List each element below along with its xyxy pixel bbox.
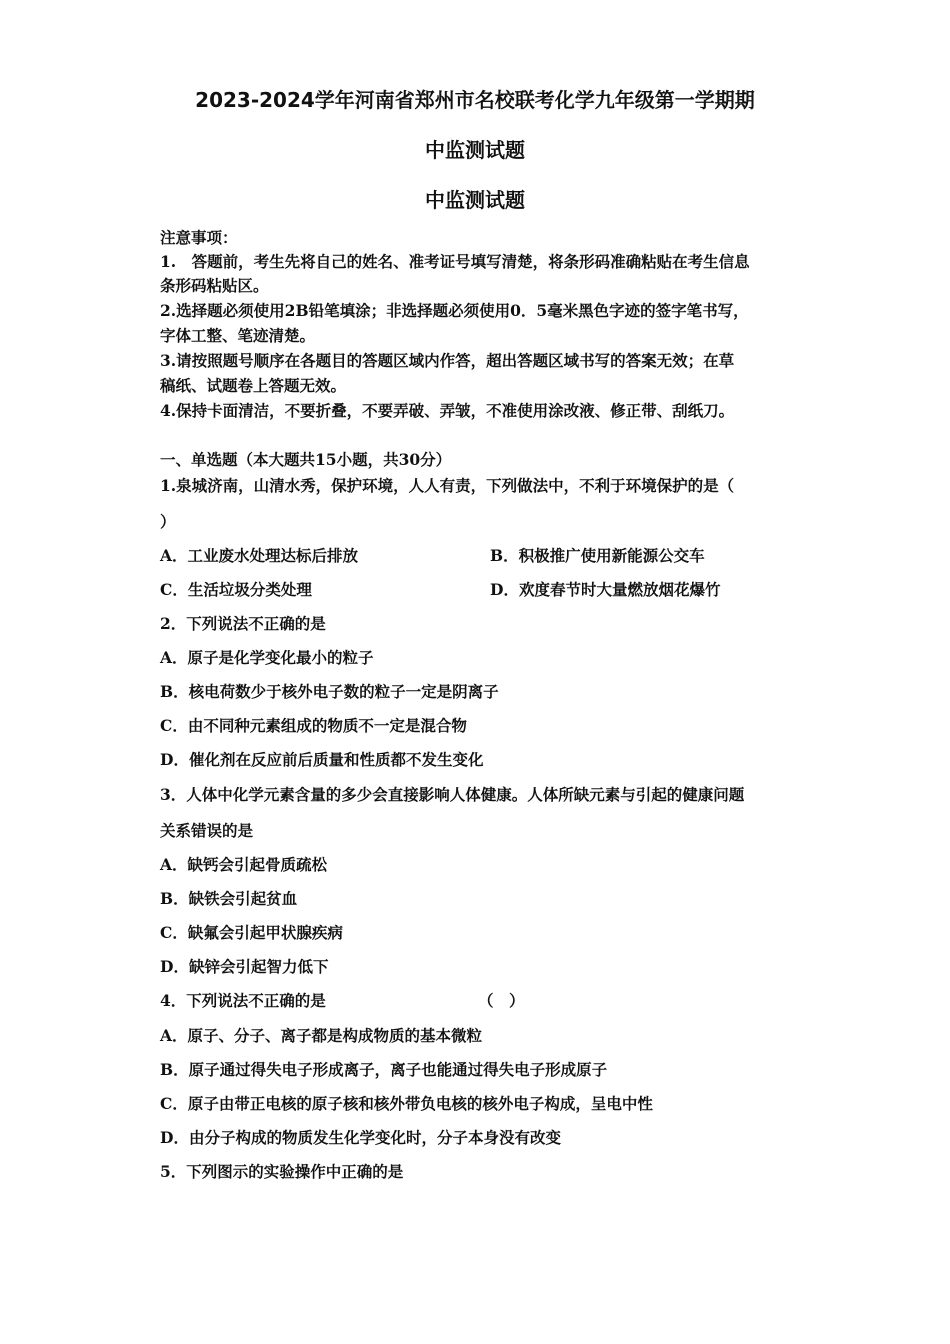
notice-line: 稿纸、试题卷上答题无效。 — [160, 376, 347, 395]
exam-title-line3: 中监测试题 — [425, 188, 525, 212]
question-1-option-b: B．积极推广使用新能源公交车 — [490, 546, 705, 565]
notice-line: 字体工整、笔迹清楚。 — [160, 326, 316, 345]
question-4-option-d: D．由分子构成的物质发生化学变化时，分子本身没有改变 — [160, 1128, 561, 1147]
notice-line: 4.保持卡面清洁，不要折叠，不要弄破、弄皱，不准使用涂改液、修正带、刮纸刀。 — [160, 401, 735, 420]
question-3-stem: 3．人体中化学元素含量的多少会直接影响人体健康。人体所缺元素与引起的健康问题 — [160, 785, 745, 804]
question-1-option-d: D．欢度春节时大量燃放烟花爆竹 — [490, 580, 721, 599]
question-4-option-b: B．原子通过得失电子形成离子，离子也能通过得失电子形成原子 — [160, 1060, 608, 1079]
question-1-stem-end: ） — [160, 512, 176, 531]
question-3-option-b: B．缺铁会引起贫血 — [160, 889, 298, 908]
question-4-option-c: C．原子由带正电核的原子核和核外带负电核的核外电子构成，呈电中性 — [160, 1094, 653, 1113]
question-4-option-a: A．原子、分子、离子都是构成物质的基本微粒 — [160, 1026, 483, 1045]
question-4-answer-paren: （ ） — [478, 991, 525, 1010]
section-heading: 一、单选题（本大题共15小题，共30分） — [160, 450, 452, 469]
notice-line: 条形码粘贴区。 — [160, 276, 269, 295]
question-1-stem: 1.泉城济南，山清水秀，保护环境，人人有责，下列做法中，不利于环境保护的是（ — [160, 476, 735, 495]
question-1-option-c: C．生活垃圾分类处理 — [160, 580, 312, 599]
question-3-stem-end: 关系错误的是 — [160, 821, 254, 840]
question-2-option-c: C．由不同种元素组成的物质不一定是混合物 — [160, 716, 467, 735]
notice-line: 3.请按照题号顺序在各题目的答题区域内作答，超出答题区域书写的答案无效；在草 — [160, 351, 735, 370]
question-5-stem: 5．下列图示的实验操作中正确的是 — [160, 1162, 404, 1181]
notice-line: 1. 答题前，考生先将自己的姓名、准考证号填写清楚，将条形码准确粘贴在考生信息 — [160, 252, 750, 271]
notice-line: 2.选择题必须使用2B铅笔填涂；非选择题必须使用0．5毫米黑色字迹的签字笔书写， — [160, 301, 749, 320]
question-1-option-a: A．工业废水处理达标后排放 — [160, 546, 359, 565]
question-3-option-d: D．缺锌会引起智力低下 — [160, 957, 329, 976]
question-3-option-c: C．缺氟会引起甲状腺疾病 — [160, 923, 343, 942]
question-4-stem: 4．下列说法不正确的是 — [160, 991, 326, 1010]
exam-title-line2: 中监测试题 — [425, 138, 525, 162]
question-2-option-b: B．核电荷数少于核外电子数的粒子一定是阴离子 — [160, 682, 499, 701]
question-2-option-a: A．原子是化学变化最小的粒子 — [160, 648, 374, 667]
question-2-option-d: D．催化剂在反应前后质量和性质都不发生变化 — [160, 750, 484, 769]
exam-title-line1: 2023-2024学年河南省郑州市名校联考化学九年级第一学期期 — [195, 88, 755, 112]
question-3-option-a: A．缺钙会引起骨质疏松 — [160, 855, 328, 874]
notice-heading: 注意事项： — [160, 228, 238, 247]
question-2-stem: 2．下列说法不正确的是 — [160, 614, 326, 633]
